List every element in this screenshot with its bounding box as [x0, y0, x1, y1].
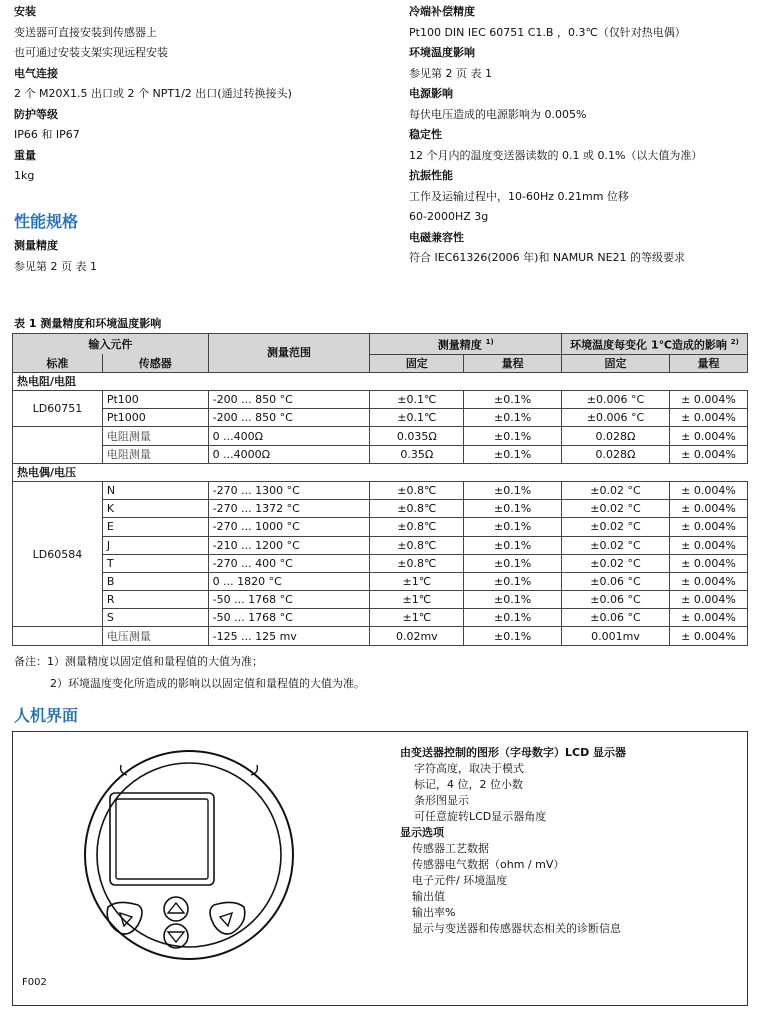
cell-range: -270 ... 1000 °C [208, 518, 370, 536]
hmi-feature-line: 输出率% [412, 906, 456, 919]
left-spec-line: 变送器可直接安装到传感器上 [14, 25, 157, 39]
lcd-screen-frame [110, 793, 214, 885]
left-spec-line: 安装 [14, 5, 36, 18]
header-amb-span: 量程 [669, 354, 747, 372]
cell-span: ±0.1% [464, 609, 562, 627]
table-row [13, 481, 748, 499]
cell-span: ±0.1% [464, 627, 562, 645]
cell-amb-span: ± 0.004% [669, 609, 747, 627]
hmi-feature-line: 传感器电气数据（ohm / mV） [412, 858, 565, 871]
cell-sensor: Pt100 [102, 391, 208, 409]
cell-range: -210 ... 1200 °C [208, 536, 370, 554]
cell-amb-fixed: ±0.006 °C [562, 391, 670, 409]
right-spec-column [409, 2, 702, 269]
cell-fixed: 0.035Ω [370, 427, 464, 445]
header-sensor: 传感器 [102, 354, 208, 372]
cell-span: ±0.1% [464, 518, 562, 536]
cell-span: ±0.1% [464, 591, 562, 609]
key-right-icon [210, 902, 245, 934]
cell-fixed: ±0.8℃ [370, 518, 464, 536]
right-spec-line: 12 个月内的温度变送器读数的 0.1 或 0.1%（以大值为准） [409, 148, 703, 162]
hmi-heading: 人机界面 [14, 706, 79, 725]
right-spec-line: 参见第 2 页 表 1 [409, 66, 492, 80]
table-note-2: 2）环境温度变化所造成的影响以以固定值和量程值的大值为准。 [50, 677, 365, 690]
table-row [13, 427, 748, 445]
cell-amb-span: ± 0.004% [669, 572, 747, 590]
right-spec-line: 电磁兼容性 [409, 230, 464, 244]
cell-range: -200 ... 850 °C [208, 391, 370, 409]
ring-notch-right [251, 765, 257, 775]
cell-fixed: ±1℃ [370, 591, 464, 609]
cell-standard: LD60751 [13, 391, 103, 427]
cell-amb-fixed: ±0.02 °C [562, 554, 670, 572]
cell-amb-span: ± 0.004% [669, 481, 747, 499]
cell-amb-fixed: 0.028Ω [562, 427, 670, 445]
cell-sensor: B [102, 572, 208, 590]
cell-standard: LD60584 [13, 481, 103, 627]
table-row [13, 391, 748, 409]
hmi-feature-line: 条形图显示 [414, 794, 469, 807]
right-spec-line: 符合 IEC61326(2006 年)和 NAMUR NE21 的等级要求 [409, 251, 686, 264]
lcd-display-illustration [84, 745, 294, 965]
cell-amb-fixed: ±0.06 °C [562, 591, 670, 609]
key-up-icon [164, 897, 188, 921]
cell-range: -270 ... 1300 °C [208, 481, 370, 499]
table-row [13, 627, 748, 645]
performance-heading: 性能规格 [14, 212, 79, 231]
hmi-feature-line: 显示选项 [400, 826, 444, 839]
cell-range: 0 ...4000Ω [208, 445, 370, 463]
cell-amb-span: ± 0.004% [669, 627, 747, 645]
cell-amb-span: ± 0.004% [669, 427, 747, 445]
cell-span: ±0.1% [464, 554, 562, 572]
cell-sensor: 电压测量 [102, 627, 208, 645]
hmi-feature-line: 输出值 [412, 890, 445, 903]
table-row [13, 572, 748, 590]
cell-range: -200 ... 850 °C [208, 409, 370, 427]
left-spec-line: 电气连接 [14, 66, 58, 80]
hmi-feature-line: 由变送器控制的图形（字母数字）LCD 显示器 [400, 746, 627, 759]
cell-fixed: ±0.8℃ [370, 500, 464, 518]
cell-fixed: ±1℃ [370, 572, 464, 590]
left-spec-line: IP66 和 IP67 [14, 128, 80, 141]
hmi-feature-line: 传感器工艺数据 [412, 842, 489, 855]
group-rtd [13, 372, 748, 390]
cell-sensor: T [102, 554, 208, 572]
table-row [13, 409, 748, 427]
hmi-feature-line: 电子元件/ 环境温度 [412, 874, 508, 887]
right-spec-line: 每伏电压造成的电源影响为 0.005% [409, 107, 587, 121]
cell-range: -50 ... 1768 °C [208, 591, 370, 609]
header-standard: 标准 [13, 354, 103, 372]
cell-span: ±0.1% [464, 500, 562, 518]
hmi-feature-list [400, 745, 626, 937]
group-thermocouple-label: 热电偶/电压 [13, 463, 748, 481]
cell-range: -50 ... 1768 °C [208, 609, 370, 627]
cell-span: ±0.1% [464, 391, 562, 409]
cell-fixed: ±0.8℃ [370, 536, 464, 554]
right-spec-line: 冷端补偿精度 [409, 5, 475, 18]
cell-span: ±0.1% [464, 572, 562, 590]
cell-sensor: S [102, 609, 208, 627]
cell-amb-span: ± 0.004% [669, 391, 747, 409]
table-row [13, 554, 748, 572]
cell-amb-fixed: 0.028Ω [562, 445, 670, 463]
cell-span: ±0.1% [464, 481, 562, 499]
right-spec-line: 电源影响 [409, 87, 453, 100]
cell-amb-fixed: ±0.02 °C [562, 500, 670, 518]
right-spec-line: Pt100 DIN IEC 60751 C1.B ，0.3℃（仅针对热电偶） [409, 25, 686, 39]
header-input-element: 输入元件 [13, 334, 209, 355]
cell-amb-span: ± 0.004% [669, 536, 747, 554]
cell-standard-empty [13, 627, 103, 645]
hmi-feature-line: 字符高度，取决于模式 [414, 762, 524, 775]
table-row [13, 609, 748, 627]
cell-sensor: 电阻测量 [102, 427, 208, 445]
cell-fixed: ±1℃ [370, 609, 464, 627]
right-spec-line: 环境温度影响 [409, 46, 475, 59]
left-spec-line: 防护等级 [14, 107, 58, 121]
cell-range: -270 ... 1372 °C [208, 500, 370, 518]
cell-sensor: K [102, 500, 208, 518]
accuracy-reference: 参见第 2 页 表 1 [14, 260, 97, 273]
left-spec-column [14, 2, 292, 187]
cell-range: -270 ... 400 °C [208, 554, 370, 572]
cell-amb-span: ± 0.004% [669, 554, 747, 572]
table-row [13, 591, 748, 609]
accuracy-table [12, 333, 748, 646]
right-spec-line: 工作及运输过程中，10-60Hz 0.21mm 位移 [409, 189, 629, 203]
cell-sensor: Pt1000 [102, 409, 208, 427]
cell-amb-span: ± 0.004% [669, 409, 747, 427]
header-fixed: 固定 [370, 354, 464, 372]
cell-fixed: ±0.8℃ [370, 481, 464, 499]
cell-amb-fixed: ±0.006 °C [562, 409, 670, 427]
cell-amb-fixed: ±0.02 °C [562, 481, 670, 499]
key-down-icon [164, 924, 188, 948]
cell-sensor: E [102, 518, 208, 536]
display-inner-ring [97, 763, 281, 947]
left-spec-line: 也可通过安装支架实现远程安装 [14, 46, 168, 59]
header-amb-fixed: 固定 [562, 354, 670, 372]
cell-span: ±0.1% [464, 445, 562, 463]
table-row [13, 518, 748, 536]
cell-sensor: 电阻测量 [102, 445, 208, 463]
cell-sensor: N [102, 481, 208, 499]
header-range: 测量范围 [208, 334, 370, 373]
table-caption: 表 1 测量精度和环境温度影响 [14, 317, 162, 330]
cell-range: 0 ...400Ω [208, 427, 370, 445]
cell-amb-fixed: ±0.02 °C [562, 536, 670, 554]
table-row [13, 445, 748, 463]
cell-amb-fixed: 0.001mv [562, 627, 670, 645]
left-spec-line: 2 个 M20X1.5 出口或 2 个 NPT1/2 出口(通过转换接头) [14, 87, 292, 100]
cell-span: ±0.1% [464, 536, 562, 554]
ring-notch-left [121, 765, 127, 775]
cell-range: 0 ... 1820 °C [208, 572, 370, 590]
lcd-screen [116, 799, 208, 879]
cell-fixed: ±0.8℃ [370, 554, 464, 572]
cell-amb-fixed: ±0.02 °C [562, 518, 670, 536]
group-thermocouple [13, 463, 748, 481]
header-ambient-effect: 环境温度每变化 1℃造成的影响 $^{2)}$ [562, 334, 748, 355]
hmi-feature-line: 标记，4 位，2 位小数 [414, 778, 523, 791]
accuracy-subheading: 测量精度 [14, 239, 58, 252]
cell-sensor: J [102, 536, 208, 554]
cell-amb-span: ± 0.004% [669, 518, 747, 536]
left-spec-line: 重量 [14, 148, 36, 162]
cell-fixed: 0.35Ω [370, 445, 464, 463]
cell-amb-span: ± 0.004% [669, 445, 747, 463]
cell-span: ±0.1% [464, 409, 562, 427]
cell-range: -125 ... 125 mv [208, 627, 370, 645]
cell-amb-fixed: ±0.06 °C [562, 609, 670, 627]
header-accuracy: 测量精度 $^{1)}$ [370, 334, 562, 355]
left-spec-line: 1kg [14, 169, 35, 182]
table-note-1: 备注：1）测量精度以固定值和量程值的大值为准； [14, 655, 263, 668]
cell-fixed: 0.02mv [370, 627, 464, 645]
right-spec-line: 稳定性 [409, 128, 442, 141]
group-rtd-label: 热电阻/电阻 [13, 372, 748, 390]
figure-label: F002 [22, 977, 47, 988]
table-row [13, 500, 748, 518]
cell-fixed: ±0.1℃ [370, 409, 464, 427]
table-row [13, 536, 748, 554]
cell-sensor: R [102, 591, 208, 609]
cell-fixed: ±0.1℃ [370, 391, 464, 409]
cell-span: ±0.1% [464, 427, 562, 445]
cell-amb-span: ± 0.004% [669, 500, 747, 518]
hmi-feature-line: 可任意旋转LCD显示器角度 [414, 810, 547, 823]
right-spec-line: 60-2000HZ 3g [409, 210, 489, 223]
cell-amb-span: ± 0.004% [669, 591, 747, 609]
cell-amb-fixed: ±0.06 °C [562, 572, 670, 590]
header-span: 量程 [464, 354, 562, 372]
right-spec-line: 抗振性能 [409, 169, 453, 182]
cell-standard-empty [13, 427, 103, 463]
hmi-feature-line: 显示与变送器和传感器状态相关的诊断信息 [412, 922, 621, 935]
